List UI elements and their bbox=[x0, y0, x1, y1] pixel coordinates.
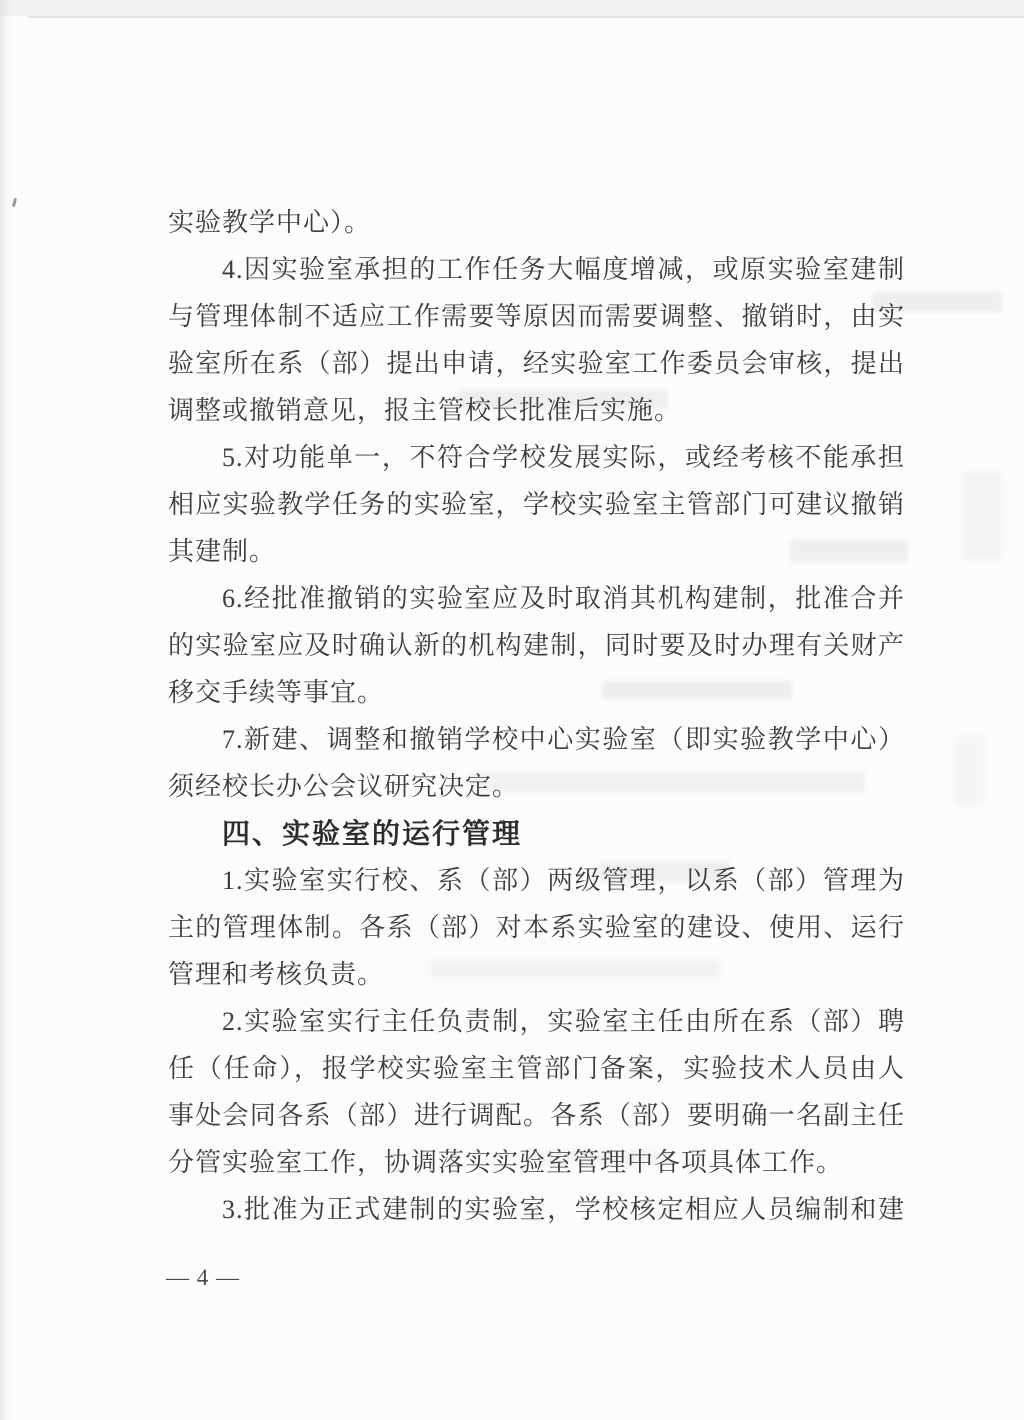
document-line: 4.因实验室承担的工作任务大幅度增减，或原实验室建制 bbox=[222, 255, 905, 284]
document-line: 验室所在系（部）提出申请，经实验室工作委员会审核，提出 bbox=[168, 349, 905, 378]
document-line: 1.实验室实行校、系（部）两级管理，以系（部）管理为 bbox=[222, 866, 905, 895]
document-line: 3.批准为正式建制的实验室，学校核定相应人员编制和建 bbox=[222, 1195, 905, 1224]
document-line: 的实验室应及时确认新的机构建制，同时要及时办理有关财产 bbox=[168, 631, 905, 660]
scan-left-edge-shade bbox=[0, 0, 14, 1420]
document-line: 其建制。 bbox=[168, 537, 277, 566]
document-lines bbox=[168, 199, 905, 1233]
document-line: 实验教学中心）。 bbox=[168, 208, 372, 237]
document-line: 移交手续等事宜。 bbox=[168, 678, 385, 707]
document-line: 7.新建、调整和撤销学校中心实验室（即实验教学中心） bbox=[222, 725, 905, 754]
document-line: 分管实验室工作，协调落实实验室管理中各项具体工作。 bbox=[168, 1148, 844, 1177]
document-line: 管理和考核负责。 bbox=[168, 960, 385, 989]
bleed-through-mark bbox=[955, 735, 985, 805]
scan-top-edge bbox=[0, 0, 1024, 16]
scan-top-edge-line bbox=[28, 16, 1024, 18]
document-line: 5.对功能单一，不符合学校发展实际，或经考核不能承担 bbox=[222, 443, 905, 472]
document-line: 事处会同各系（部）进行调配。各系（部）要明确一名副主任 bbox=[168, 1101, 905, 1130]
document-line: 6.经批准撤销的实验室应及时取消其机构建制，批准合并 bbox=[222, 584, 905, 613]
page-number: — 4 — bbox=[166, 1265, 240, 1290]
document-line: 任（任命），报学校实验室主管部门备案，实验技术人员由人 bbox=[168, 1054, 905, 1083]
document-line: 相应实验教学任务的实验室，学校实验室主管部门可建议撤销 bbox=[168, 490, 905, 519]
bleed-through-mark bbox=[962, 472, 1002, 560]
document-line: 须经校长办公会议研究决定。 bbox=[168, 772, 520, 801]
document-line: 2.实验室实行主任负责制，实验室主任由所在系（部）聘 bbox=[222, 1007, 905, 1036]
document-line: 调整或撤销意见，报主管校长批准后实施。 bbox=[168, 396, 682, 425]
scan-stray-mark bbox=[12, 198, 17, 207]
document-line: 与管理体制不适应工作需要等原因而需要调整、撤销时，由实 bbox=[168, 302, 905, 331]
document-line: 主的管理体制。各系（部）对本系实验室的建设、使用、运行 bbox=[168, 913, 905, 942]
section-heading: 四、实验室的运行管理 bbox=[222, 818, 523, 849]
